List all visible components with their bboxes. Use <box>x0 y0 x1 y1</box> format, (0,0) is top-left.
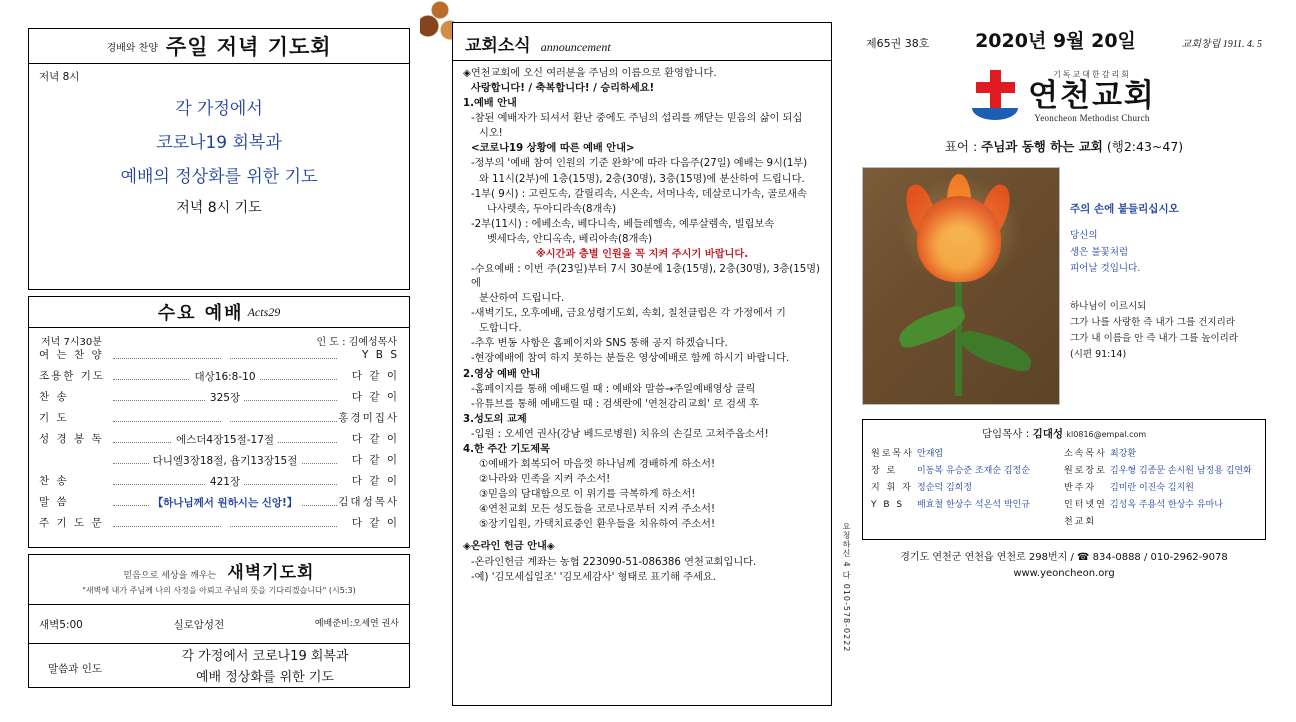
cover-art-row <box>862 167 1266 405</box>
announcement-line: -새벽기도, 오후예배, 금요성령기도회, 속회, 칠천클럽은 각 가정에서 기 <box>471 308 786 320</box>
poem-verse-2: 그가 나를 사랑한 즉 내가 그를 건지리라 <box>1070 316 1235 328</box>
sunday-evening-prayer-card <box>28 28 410 290</box>
order-item: 성 경 봉 독 <box>39 433 104 445</box>
announcement-line: 와 11시(2부)에 1층(15명), 2층(30명), 3층(15명)에 분산하여 드립니다. <box>479 173 805 185</box>
announcement-line: ②나라와 민족을 지켜 주소서! <box>479 474 611 486</box>
announcement-line: 사랑합니다! / 축복합니다! / 승리하세요! <box>471 83 655 95</box>
wednesday-time: 저녁 7시30분 <box>41 337 102 348</box>
wednesday-title-row <box>29 297 409 328</box>
announcement-panel <box>452 22 832 706</box>
wednesday-title: 수요 예배 <box>157 303 244 324</box>
staff-names-right: 김성옥 주용석 한상수 유마나 <box>1110 499 1223 510</box>
order-by: 다 같 이 <box>351 370 399 382</box>
dawn-place: 실로암성전 <box>173 618 225 631</box>
dawn-bottom-text <box>121 647 409 689</box>
church-slogan <box>862 137 1266 155</box>
announcement-line: -참된 예배자가 되셔서 환난 중에도 주님의 섭리를 깨닫는 믿음의 삶이 되십 <box>471 113 803 125</box>
announcement-title: 교회소식 <box>465 36 531 56</box>
order-content <box>113 515 337 527</box>
poem-block <box>1070 167 1266 405</box>
center-line-2: 코로나19 회복과 <box>156 133 282 153</box>
staff-role-right: 인터넷연천교회 <box>1064 499 1107 527</box>
issue-volume: 제65권 38호 <box>866 37 930 50</box>
center-line-1: 각 가정에서 <box>175 99 263 119</box>
announcement-line: <코로나19 상황에 따른 예배 안내> <box>471 143 635 155</box>
announcement-line: 분산하여 드립니다. <box>479 293 565 305</box>
church-address: 경기도 연천군 연천읍 연천로 298번지 / ☎ 834-0888 / 010-2962-9078 <box>900 552 1228 564</box>
dawn-top-small: 믿음으로 세상을 깨우는 <box>123 571 217 581</box>
staff-role-right: 반주자 <box>1064 482 1097 493</box>
announcement-line: 2.영상 예배 안내 <box>463 368 541 380</box>
order-item: 말 씀 <box>39 496 69 508</box>
staff-role-right: 원로장로 <box>1064 465 1107 476</box>
left-column <box>28 28 410 688</box>
center-line-3: 예배의 정상화를 위한 기도 <box>120 167 318 187</box>
staff-rows <box>871 446 1257 531</box>
order-content: 다니엘3장18절, 욥기13장15절 <box>113 452 337 464</box>
order-content: 에스더4장15절-17절 <box>113 431 337 443</box>
announcement-line: 1.예배 안내 <box>463 98 517 110</box>
sunday-evening-center-text <box>29 92 409 222</box>
order-by: 다 같 이 <box>351 391 399 403</box>
announcement-line: -2부(11시) : 에베소속, 베다니속, 베들레헴속, 예루살렘속, 빌립보속 <box>471 218 775 230</box>
announcement-line <box>463 533 821 539</box>
order-by: 다 같 이 <box>351 517 399 529</box>
announcement-line: -현장예배에 참여 하지 못하는 분들은 영상예배로 함께 하시기 바랍니다. <box>471 353 790 365</box>
pastor-row <box>871 426 1257 441</box>
church-website[interactable]: www.yeoncheon.org <box>1013 568 1115 580</box>
order-content <box>113 410 337 422</box>
announcement-line: ③믿음의 담대함으로 이 위기를 극복하게 하소서! <box>479 489 696 501</box>
sunday-evening-time: 저녁 8시 <box>39 71 80 83</box>
order-content: 대상16:8-10 <box>113 368 337 380</box>
announcement-line: ※시간과 층별 인원을 꼭 지켜 주시기 바랍니다. <box>535 248 749 260</box>
right-column <box>862 26 1266 690</box>
staff-role-left: 원로목사 <box>871 448 914 459</box>
dawn-bottom-row <box>29 644 409 692</box>
issue-header <box>862 26 1266 53</box>
order-by: 홍경미집사 <box>338 412 399 424</box>
staff-row <box>871 497 1257 531</box>
dawn-bottom-line-2: 예배 정상화를 위한 기도 <box>196 670 334 685</box>
order-content <box>113 347 337 359</box>
staff-role-left: 장 로 <box>871 465 898 476</box>
staff-names-right: 김미란 이진숙 김지원 <box>1110 482 1194 493</box>
poem-line-2: 생은 불꽃처럼 <box>1070 246 1129 258</box>
staff-role-right: 소속목사 <box>1064 448 1107 459</box>
announcement-line: -추후 변동 사항은 홈페이지와 SNS 통해 공지 하겠습니다. <box>471 338 728 350</box>
dawn-prayer-card <box>28 554 410 688</box>
announcement-line: ⑤장기입원, 가택치료중인 환우들을 치유하여 주소서! <box>479 519 716 531</box>
worship-order-row <box>39 518 399 539</box>
dawn-header <box>29 555 409 605</box>
wednesday-service-card <box>28 296 410 548</box>
pastor-email: kl0816@empal.com <box>1066 429 1147 439</box>
poem-verse-ref: (시편 91:14) <box>1070 349 1127 361</box>
announcement-line: ◈연천교회에 오신 여러분을 주님의 이름으로 환영합니다. <box>463 68 717 79</box>
slogan-label: 표어 : <box>944 138 978 154</box>
announcement-body <box>453 61 831 585</box>
dawn-verse: "새벽에 내가 주님께 나의 사정을 아뢰고 주님의 뜻을 기다리겠습니다" (시5:3) <box>82 586 356 595</box>
center-line-4: 저녁 8시 기도 <box>176 200 262 216</box>
pastor-label: 담임목사 : <box>981 427 1030 440</box>
dawn-bottom-label: 말씀과 인도 <box>47 662 103 675</box>
order-by: 다 같 이 <box>351 475 399 487</box>
announcement-line: 도합니다. <box>479 323 522 335</box>
staff-names-left: 안재엽 <box>917 448 944 459</box>
announcement-line: -1부( 9시) : 고린도속, 갈릴리속, 시온속, 서머나속, 데살로니가속, 골로새속 <box>471 188 807 200</box>
denomination-label: 기독교대한감리회 <box>1053 70 1131 79</box>
order-item: 조용한 기도 <box>39 370 106 382</box>
sunday-evening-title: 주일 저녁 기도회 <box>165 35 332 59</box>
church-established: 교회창립 1911. 4. 5 <box>1181 39 1262 50</box>
sunday-evening-title-row <box>29 29 409 64</box>
announcement-line: 나사렛속, 두아디라속(8개속) <box>487 203 617 215</box>
logo-text <box>1028 69 1156 123</box>
slogan-text: 주님과 동행 하는 교회 <box>981 138 1103 154</box>
worship-praise-label: 경배와 찬양 <box>106 42 158 54</box>
order-item: 기 도 <box>39 412 69 424</box>
poem-title: 주의 손에 붙들리십시오 <box>1070 202 1179 215</box>
order-content: 325장 <box>113 389 337 401</box>
staff-names-left: 정순덕 김희정 <box>917 482 973 493</box>
staff-role-left: 지 휘 자 <box>871 482 913 493</box>
announcement-line: ①예배가 회복되어 마음껏 하나님께 경배하게 하소서! <box>479 459 716 471</box>
staff-row <box>871 480 1257 497</box>
dawn-title: 새벽기도회 <box>227 563 315 583</box>
announcement-line: -정부의 '예배 참여 인원의 기준 완화'에 따라 다음주(27일) 예배는 9시(1부) <box>471 158 808 170</box>
church-name-en: Yeoncheon Methodist Church <box>1034 112 1150 123</box>
announcement-line: -수요예배 : 이번 주(23일)부터 7시 30분에 1층(15명), 2층(30명), 3층(15명)에 <box>471 264 821 290</box>
staff-names-right: 최강환 <box>1110 448 1137 459</box>
slogan-reference: (행2:43~47) <box>1106 138 1184 154</box>
announcement-line: 시오! <box>479 128 503 140</box>
church-contact <box>862 550 1266 582</box>
flower-illustration <box>862 167 1060 405</box>
staff-names-left: 배효철 한상수 석온석 박인규 <box>917 499 1030 510</box>
announcement-line: 4.한 주간 기도제목 <box>463 443 550 455</box>
poem-verse-1: 하나님이 이르시되 <box>1070 300 1147 312</box>
order-by: 다 같 이 <box>351 433 399 445</box>
announcement-line: -예) '김모세십일조' '김모세감사' 형태로 표기해 주세요. <box>471 571 716 583</box>
announcement-line: -입원 : 오세연 권사(강남 베드로병원) 치유의 손길로 고쳐주옵소서! <box>471 428 769 440</box>
announcement-line: ④연천교회 모든 성도들을 코로나로부터 지켜 주소서! <box>479 504 716 516</box>
announcement-line: -홈페이지를 통해 예배드릴 때 : 예배와 말씀→주일예배영상 클릭 <box>471 383 756 395</box>
announcement-line: -유튜브를 통해 예배드릴 때 : 검색란에 '연천감리교회' 로 검색 후 <box>471 398 759 410</box>
staff-row <box>871 463 1257 480</box>
staff-row <box>871 446 1257 463</box>
wednesday-order-list <box>29 350 409 539</box>
vertical-side-note: 요청하신 4 다 010-578-0222 <box>842 522 851 653</box>
cross-icon <box>972 70 1018 122</box>
staff-table <box>862 419 1266 540</box>
order-item: 여 는 찬 양 <box>39 349 104 361</box>
pastor-name: 김대성 <box>1032 427 1064 440</box>
staff-role-left: Y B S <box>871 499 905 510</box>
order-item: 찬 송 <box>39 391 69 403</box>
order-item: 찬 송 <box>39 475 69 487</box>
church-logo <box>862 69 1266 123</box>
announcement-line: -온라인헌금 계좌는 농협 223090-51-086386 연천교회입니다. <box>471 556 757 568</box>
dawn-bottom-line-1: 각 가정에서 코로나19 회복과 <box>181 649 349 665</box>
announcement-line: ◈온라인 헌금 안내◈ <box>463 541 555 553</box>
dawn-time: 새벽5:00 <box>39 618 83 631</box>
order-by: Y B S <box>362 349 399 361</box>
staff-names-right: 김우형 김종문 손시원 남정용 김연화 <box>1110 465 1252 476</box>
wednesday-title-en: Acts29 <box>247 304 281 319</box>
poem-line-3: 피어날 것입니다. <box>1070 262 1141 274</box>
order-item: 주 기 도 문 <box>39 517 104 529</box>
wednesday-leader: 인 도 : 김예성목사 <box>316 337 397 348</box>
issue-date: 2020년 9월 20일 <box>975 30 1136 52</box>
announcement-title-en: announcement <box>540 40 611 54</box>
dawn-prepare: 예배준비:오세연 권사 <box>314 618 399 629</box>
announcement-header <box>453 23 831 61</box>
order-by: 다 같 이 <box>351 454 399 466</box>
announcement-line: 3.성도의 교제 <box>463 413 527 425</box>
order-by: 김대성목사 <box>338 496 399 508</box>
announcement-line: 벳세다속, 안디옥속, 베리아속(8개속) <box>487 233 653 245</box>
dawn-info-row <box>29 605 409 644</box>
church-name: 연천교회 <box>1028 78 1156 114</box>
poem-verse-3: 그가 내 이름을 안 즉 내가 그를 높이리라 <box>1070 333 1238 345</box>
poem-line-1: 당신의 <box>1070 230 1098 242</box>
staff-names-left: 이동복 유승준 조재순 김정순 <box>917 465 1030 476</box>
order-content: 【하나님께서 원하시는 신앙!】 <box>113 494 337 506</box>
order-content: 421장 <box>113 473 337 485</box>
